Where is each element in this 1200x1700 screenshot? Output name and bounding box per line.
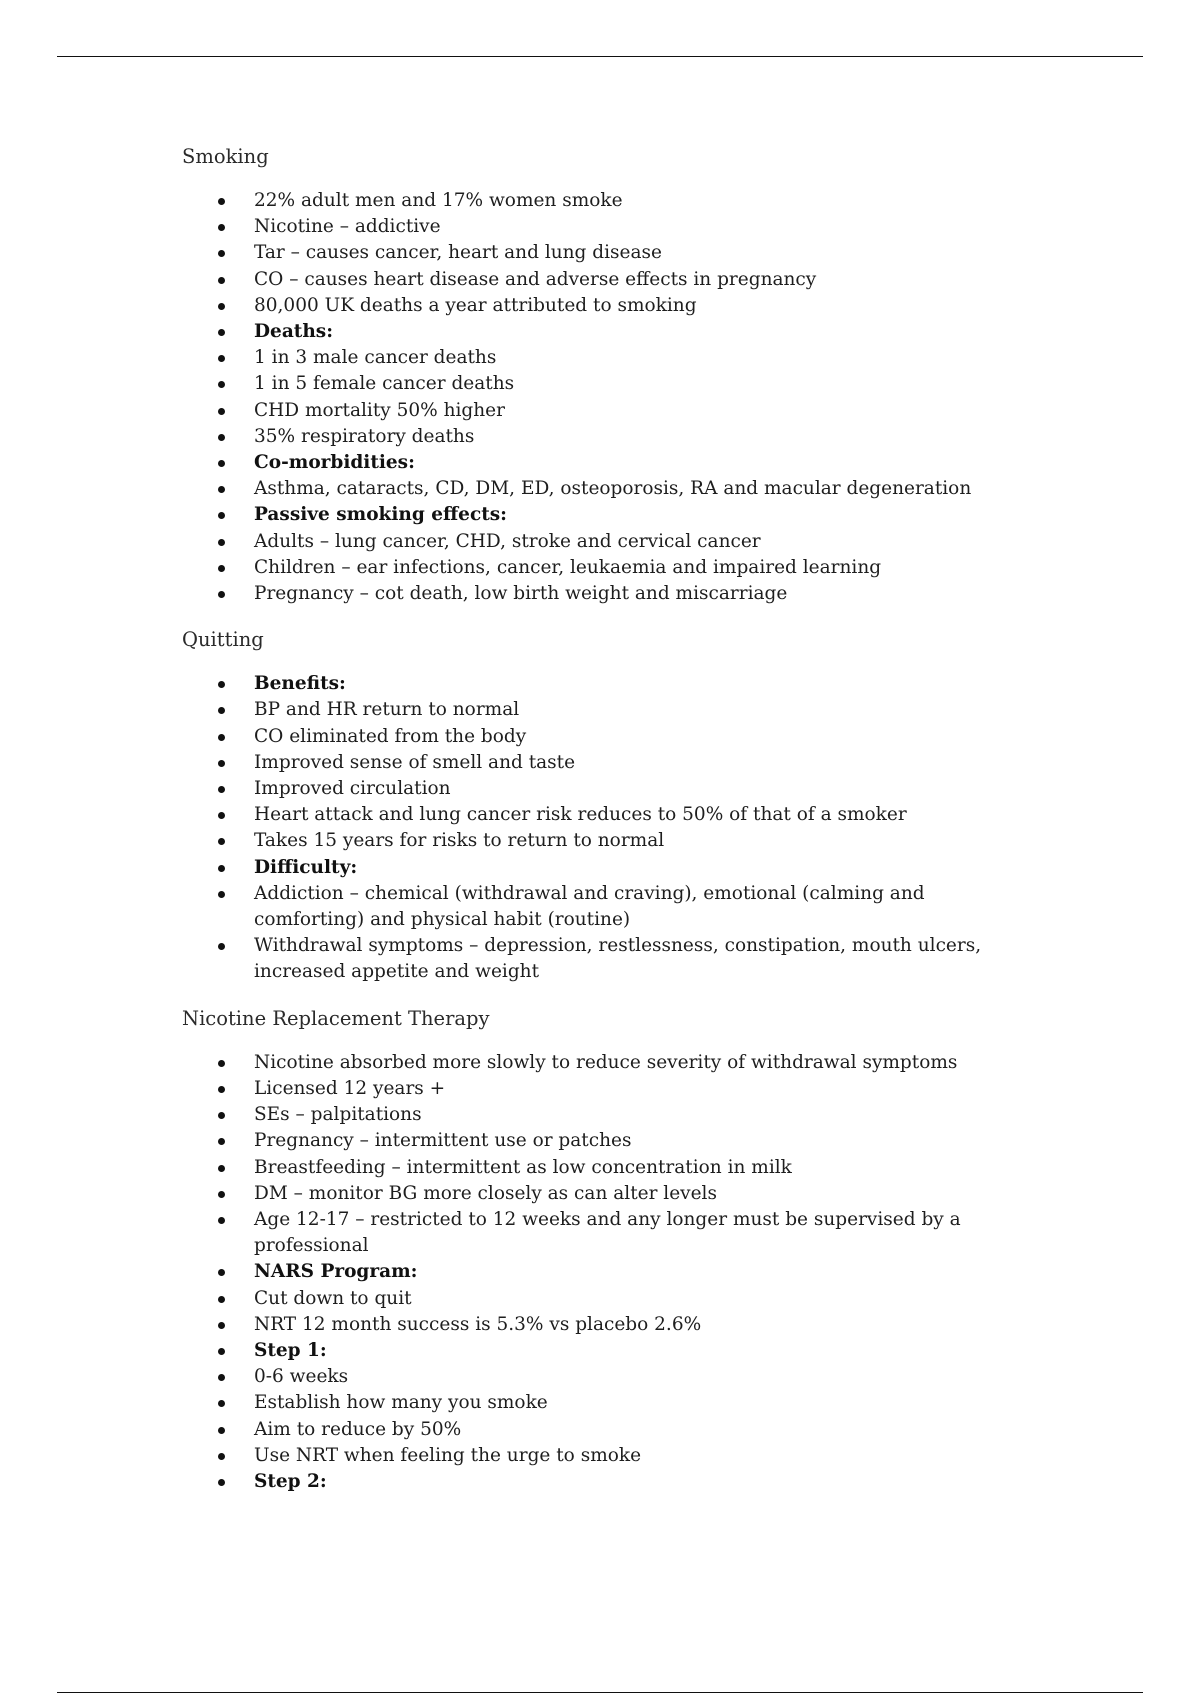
bullet-item [182, 267, 1022, 293]
bullet-dot-icon [218, 1086, 225, 1093]
top-rule [57, 56, 1143, 57]
bullet-text: Improved sense of smell and taste [254, 751, 576, 773]
bullet-dot-icon [218, 1296, 225, 1303]
bullet-dot-icon [218, 198, 225, 205]
bullet-item [182, 398, 1022, 424]
section-heading: Nicotine Replacement Therapy [182, 1006, 490, 1030]
bullet-dot-icon [218, 734, 225, 741]
bullet-item [182, 240, 1022, 266]
bullet-subheading [182, 502, 1022, 528]
bullet-dot-icon [218, 1191, 225, 1198]
bullet-text: Cut down to quit [254, 1287, 412, 1309]
bullet-dot-icon [218, 565, 225, 572]
bullet-dot-icon [218, 1165, 225, 1172]
bullet-text: Asthma, cataracts, CD, DM, ED, osteoporosis, RA and macular degeneration [254, 478, 972, 500]
section-smoking [182, 144, 1022, 607]
bullet-dot-icon [218, 1479, 225, 1486]
bullet-text: Takes 15 years for risks to return to normal [254, 830, 665, 852]
bullet-dot-icon [218, 224, 225, 231]
bullet-subheading [182, 1469, 1022, 1495]
bullet-item [182, 1417, 1022, 1443]
bullet-dot-icon [218, 303, 225, 310]
bullet-item [182, 933, 1022, 985]
section-heading: Quitting [182, 628, 264, 652]
bullet-item [182, 581, 1022, 607]
bullet-dot-icon [218, 707, 225, 714]
bullet-text: CO – causes heart disease and adverse effects in pregnancy [254, 268, 817, 290]
bullet-dot-icon [218, 408, 225, 415]
bullet-text: NRT 12 month success is 5.3% vs placebo 2.6% [254, 1313, 702, 1335]
bottom-rule [57, 1692, 1143, 1693]
bullet-dot-icon [218, 812, 225, 819]
bullet-text: Establish how many you smoke [254, 1392, 548, 1414]
document-body [182, 144, 1022, 1515]
bullet-item [182, 881, 1022, 933]
bullet-item [182, 214, 1022, 240]
bullet-dot-icon [218, 381, 225, 388]
bullet-dot-icon [218, 355, 225, 362]
bullet-text: Benefits: [254, 673, 346, 695]
section-heading: Smoking [182, 145, 269, 168]
bullet-dot-icon [218, 891, 225, 898]
bullet-item [182, 371, 1022, 397]
bullet-item [182, 345, 1022, 371]
bullet-text: Passive smoking effects: [254, 504, 508, 526]
bullet-dot-icon [218, 434, 225, 441]
bullet-dot-icon [218, 1400, 225, 1407]
bullet-item [182, 424, 1022, 450]
bullet-text: 80,000 UK deaths a year attributed to smoking [254, 294, 697, 316]
bullet-item [182, 724, 1022, 750]
bullet-text: CO eliminated from the body [254, 725, 527, 747]
bullet-item [182, 1050, 1022, 1076]
bullet-item [182, 697, 1022, 723]
bullet-text: Addiction – chemical (withdrawal and craving), emotional (calming and comforting) and physical habit (routine) [254, 882, 925, 931]
bullet-dot-icon [218, 1138, 225, 1145]
bullet-text: Step 2: [254, 1470, 327, 1492]
bullet-item [182, 1155, 1022, 1181]
bullet-text: 0-6 weeks [254, 1366, 349, 1388]
bullet-subheading [182, 450, 1022, 476]
bullet-dot-icon [218, 838, 225, 845]
bullet-item [182, 1286, 1022, 1312]
bullet-text: Nicotine absorbed more slowly to reduce severity of withdrawal symptoms [254, 1051, 958, 1073]
bullet-dot-icon [218, 277, 225, 284]
bullet-item [182, 1443, 1022, 1469]
bullet-text: Breastfeeding – intermittent as low concentration in milk [254, 1156, 792, 1178]
bullet-dot-icon [218, 250, 225, 257]
bullet-dot-icon [218, 329, 225, 336]
bullet-dot-icon [218, 1060, 225, 1067]
bullet-text: 1 in 3 male cancer deaths [254, 347, 497, 369]
bullet-list [182, 1050, 1022, 1495]
bullet-subheading [182, 855, 1022, 881]
bullet-item [182, 1076, 1022, 1102]
bullet-text: Deaths: [254, 321, 334, 343]
bullet-dot-icon [218, 865, 225, 872]
bullet-dot-icon [218, 460, 225, 467]
bullet-dot-icon [218, 1348, 225, 1355]
bullet-text: Nicotine – addictive [254, 216, 441, 238]
bullet-item [182, 555, 1022, 581]
bullet-dot-icon [218, 760, 225, 767]
section-nrt [182, 1006, 1022, 1495]
bullet-text: Use NRT when feeling the urge to smoke [254, 1444, 642, 1466]
bullet-subheading [182, 1338, 1022, 1364]
bullet-item [182, 1207, 1022, 1259]
bullet-text: Step 1: [254, 1339, 327, 1361]
bullet-dot-icon [218, 943, 225, 950]
bullet-text: Adults – lung cancer, CHD, stroke and cervical cancer [254, 530, 761, 552]
bullet-text: 1 in 5 female cancer deaths [254, 373, 515, 395]
bullet-dot-icon [218, 1374, 225, 1381]
bullet-dot-icon [218, 1217, 225, 1224]
bullet-text: NARS Program: [254, 1261, 418, 1283]
bullet-text: Withdrawal symptoms – depression, restlessness, constipation, mouth ulcers, increased appetite and weight [254, 935, 982, 983]
bullet-text: DM – monitor BG more closely as can alter levels [254, 1182, 717, 1204]
bullet-dot-icon [218, 786, 225, 793]
bullet-subheading [182, 671, 1022, 697]
bullet-item [182, 1102, 1022, 1128]
bullet-dot-icon [218, 512, 225, 519]
bullet-text: Pregnancy – cot death, low birth weight and miscarriage [254, 583, 788, 605]
bullet-item [182, 293, 1022, 319]
bullet-text: SEs – palpitations [254, 1104, 422, 1126]
bullet-subheading [182, 319, 1022, 345]
bullet-dot-icon [218, 1453, 225, 1460]
bullet-dot-icon [218, 1112, 225, 1119]
section-quitting [182, 627, 1022, 985]
bullet-item [182, 828, 1022, 854]
bullet-text: Pregnancy – intermittent use or patches [254, 1130, 632, 1152]
bullet-text: Difficulty: [254, 856, 358, 878]
bullet-item [182, 1390, 1022, 1416]
bullet-text: CHD mortality 50% higher [254, 399, 505, 421]
bullet-dot-icon [218, 591, 225, 598]
bullet-item [182, 1312, 1022, 1338]
bullet-subheading [182, 1259, 1022, 1285]
bullet-text: Licensed 12 years + [254, 1077, 446, 1099]
bullet-item [182, 750, 1022, 776]
bullet-text: 22% adult men and 17% women smoke [254, 190, 623, 211]
bullet-text: Age 12-17 – restricted to 12 weeks and any longer must be supervised by a professional [254, 1208, 961, 1257]
bullet-text: Children – ear infections, cancer, leukaemia and impaired learning [254, 556, 882, 578]
bullet-list [182, 188, 1022, 607]
bullet-item [182, 1181, 1022, 1207]
bullet-dot-icon [218, 539, 225, 546]
bullet-text: 35% respiratory deaths [254, 425, 475, 447]
bullet-dot-icon [218, 1322, 225, 1329]
bullet-item [182, 776, 1022, 802]
bullet-text: Aim to reduce by 50% [254, 1418, 462, 1440]
bullet-text: Improved circulation [254, 778, 451, 800]
bullet-item [182, 529, 1022, 555]
bullet-text: Heart attack and lung cancer risk reduces to 50% of that of a smoker [254, 804, 907, 826]
bullet-list [182, 671, 1022, 985]
bullet-item [182, 476, 1022, 502]
bullet-dot-icon [218, 486, 225, 493]
bullet-dot-icon [218, 1269, 225, 1276]
bullet-text: BP and HR return to normal [254, 699, 520, 721]
bullet-text: Tar – causes cancer, heart and lung disease [254, 242, 662, 264]
bullet-dot-icon [218, 681, 225, 688]
bullet-item [182, 1128, 1022, 1154]
bullet-item [182, 188, 1022, 214]
bullet-text: Co-morbidities: [254, 452, 415, 474]
bullet-item [182, 802, 1022, 828]
bullet-item [182, 1364, 1022, 1390]
bullet-dot-icon [218, 1427, 225, 1434]
